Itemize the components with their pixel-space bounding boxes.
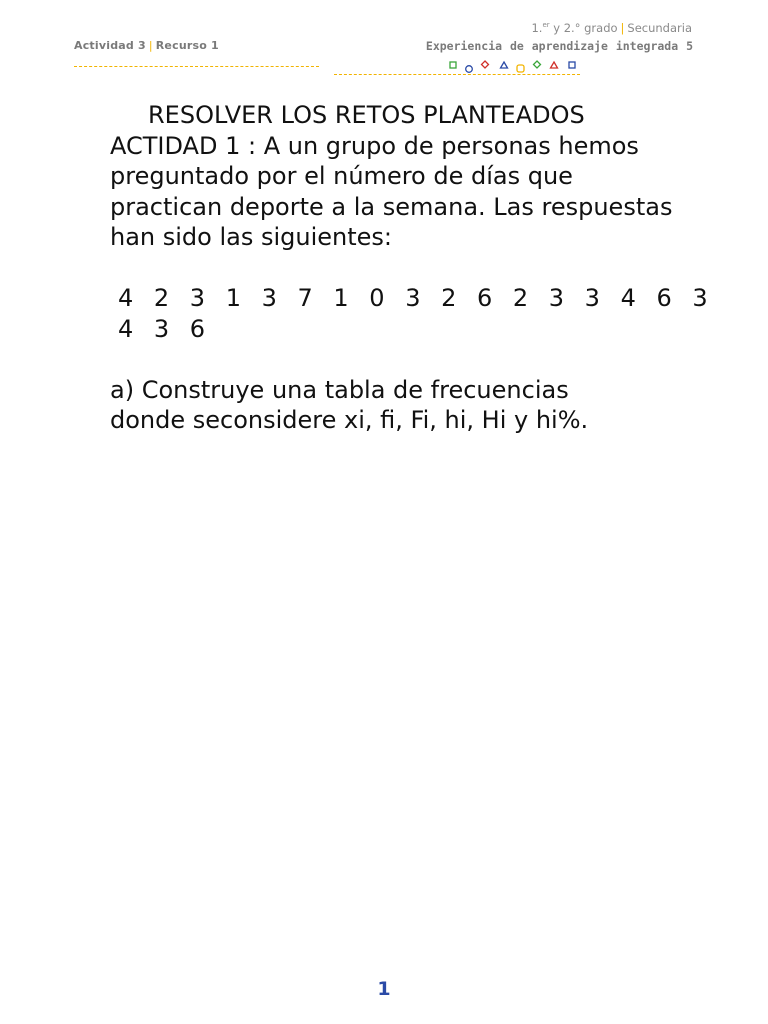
grade-line bbox=[531, 21, 692, 35]
page-number: 1 bbox=[377, 978, 391, 1000]
triangle-icon bbox=[551, 62, 558, 68]
decorative-shapes bbox=[446, 57, 586, 75]
grade-rest: y 2.° grado bbox=[549, 21, 618, 35]
statement-line: han sido las siguientes: bbox=[110, 223, 393, 251]
question-a-continued: donde seconsidere xi, fi, Fi, hi, Hi y hi%. bbox=[110, 406, 589, 434]
resource-label: Recurso 1 bbox=[155, 39, 219, 52]
responses-data-line: 4 3 6 bbox=[118, 314, 206, 343]
experience-title: Experiencia de aprendizaje integrada 5 bbox=[425, 39, 693, 53]
exercise-body bbox=[110, 100, 730, 436]
header-rule-left bbox=[74, 66, 319, 67]
grade-superscript: er bbox=[542, 21, 550, 30]
statement-line: preguntado por el número de días que bbox=[110, 162, 573, 190]
activity-label: Actividad 3 bbox=[74, 39, 146, 52]
header-separator: | bbox=[148, 39, 153, 52]
square-icon bbox=[450, 62, 456, 68]
triangle-icon bbox=[501, 62, 508, 68]
rounded-square-icon bbox=[517, 65, 524, 72]
question-a: a) Construye una tabla de frecuencias bbox=[110, 375, 569, 404]
responses-data-line: 4 2 3 1 3 7 1 0 3 2 6 2 3 3 4 6 3 bbox=[118, 284, 709, 312]
diamond-icon bbox=[534, 61, 541, 68]
grade-prefix: 1. bbox=[531, 21, 543, 35]
circle-icon bbox=[466, 66, 473, 73]
activity-statement: ACTIDAD 1 : A un grupo de personas hemos bbox=[110, 131, 639, 160]
grade-separator: | bbox=[620, 21, 625, 35]
exercise-title: RESOLVER LOS RETOS PLANTEADOS bbox=[148, 101, 585, 129]
header-activity-resource bbox=[74, 39, 219, 52]
level-label: Secundaria bbox=[627, 21, 692, 35]
statement-line: practican deporte a la semana. Las respuestas bbox=[110, 192, 673, 221]
square-icon bbox=[569, 62, 575, 68]
diamond-icon bbox=[482, 61, 489, 68]
